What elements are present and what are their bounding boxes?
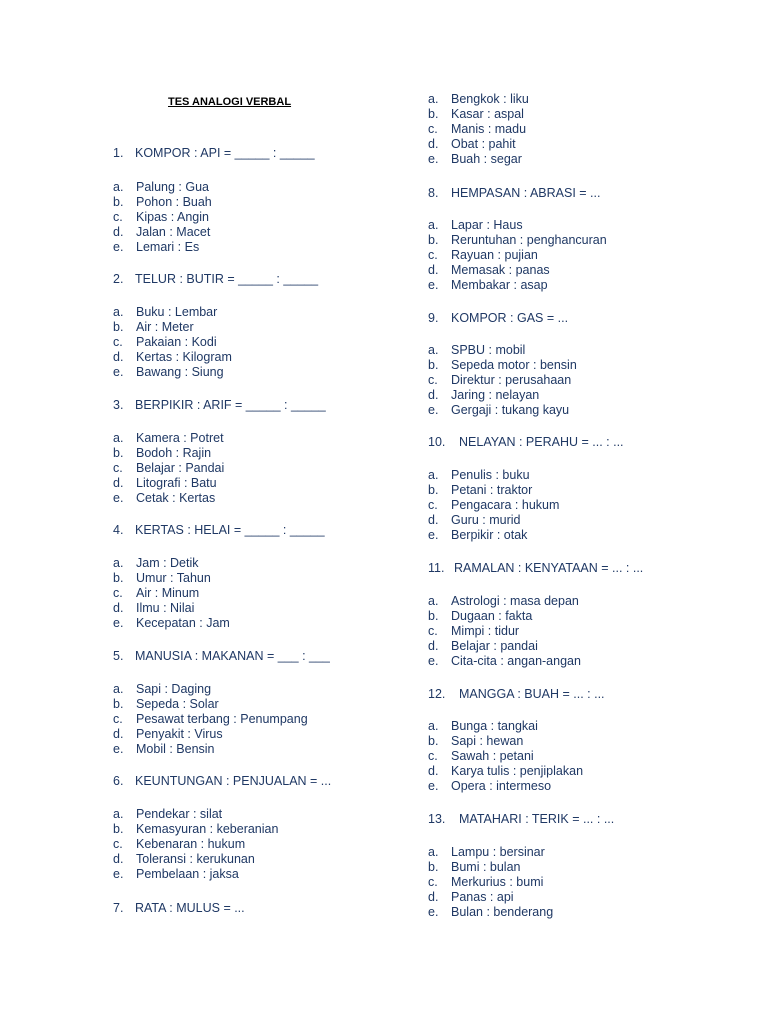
option-item (428, 513, 559, 528)
option-letter: a. (428, 594, 439, 608)
option-text: Jam : Detik (136, 556, 199, 570)
option-item (113, 852, 278, 867)
option-item (113, 350, 232, 365)
option-text: Berpikir : otak (451, 528, 528, 542)
option-text: Sapi : Daging (136, 682, 212, 696)
question-5 (113, 649, 330, 663)
option-text: Bawang : Siung (136, 365, 224, 379)
option-text: Belajar : pandai (451, 639, 538, 653)
question-2 (113, 272, 318, 286)
option-item (113, 210, 212, 225)
option-item (113, 682, 308, 697)
option-item (113, 305, 232, 320)
option-letter: c. (113, 586, 123, 600)
option-item (428, 137, 529, 152)
option-item (428, 890, 553, 905)
question-text: KERTAS : HELAI = _____ : _____ (135, 523, 325, 537)
option-item (113, 586, 230, 601)
option-letter: a. (428, 343, 439, 357)
option-text: Kamera : Potret (136, 431, 224, 445)
option-item (428, 749, 583, 764)
options-list-4 (113, 556, 230, 631)
options-list-12 (428, 719, 583, 794)
question-number: 13. (428, 812, 446, 826)
question-9 (428, 311, 568, 325)
question-text: KOMPOR : API = _____ : _____ (135, 146, 315, 160)
option-letter: c. (428, 373, 438, 387)
option-text: Bunga : tangkai (451, 719, 538, 733)
page-title: TES ANALOGI VERBAL (168, 96, 292, 108)
option-letter: c. (428, 248, 438, 262)
option-letter: a. (428, 468, 439, 482)
option-text: Air : Minum (136, 586, 200, 600)
option-item (428, 483, 559, 498)
option-item (428, 218, 607, 233)
option-letter: e. (428, 528, 439, 542)
option-text: Merkurius : bumi (451, 875, 544, 889)
option-item (113, 571, 230, 586)
option-letter: e. (428, 278, 439, 292)
option-letter: c. (113, 712, 123, 726)
option-item (113, 807, 278, 822)
option-letter: d. (113, 601, 124, 615)
option-item (428, 719, 583, 734)
option-text: Lemari : Es (136, 240, 200, 254)
option-text: Litografi : Batu (136, 476, 217, 490)
option-letter: a. (113, 807, 124, 821)
question-number: 2. (113, 272, 124, 286)
question-text: MANUSIA : MAKANAN = ___ : ___ (135, 649, 330, 663)
option-text: Karya tulis : penjiplakan (451, 764, 584, 778)
option-letter: b. (113, 822, 124, 836)
option-text: Sepeda motor : bensin (451, 358, 577, 372)
option-letter: e. (113, 867, 124, 881)
option-text: Belajar : Pandai (136, 461, 225, 475)
options-list-3 (113, 431, 224, 506)
options-list-1 (113, 180, 212, 255)
question-text: NELAYAN : PERAHU = ... : ... (459, 435, 624, 449)
options-list-9 (428, 343, 577, 418)
option-text: Pohon : Buah (136, 195, 212, 209)
option-letter: d. (428, 890, 439, 904)
option-text: SPBU : mobil (451, 343, 526, 357)
option-item (113, 240, 212, 255)
option-item (428, 278, 607, 293)
option-item (428, 343, 577, 358)
options-list-11 (428, 594, 581, 669)
option-item (428, 403, 577, 418)
option-text: Jalan : Macet (136, 225, 211, 239)
option-item (428, 779, 583, 794)
options-list-7 (428, 92, 529, 167)
option-text: Pendekar : silat (136, 807, 223, 821)
option-text: Toleransi : kerukunan (136, 852, 255, 866)
question-text: HEMPASAN : ABRASI = ... (451, 186, 601, 200)
question-6 (113, 774, 331, 788)
option-letter: a. (428, 845, 439, 859)
question-text: KEUNTUNGAN : PENJUALAN = ... (135, 774, 332, 788)
option-item (428, 860, 553, 875)
option-item (113, 697, 308, 712)
option-item (428, 498, 559, 513)
option-text: Petani : traktor (451, 483, 533, 497)
option-text: Kipas : Angin (136, 210, 209, 224)
option-text: Bengkok : liku (451, 92, 529, 106)
option-letter: a. (113, 682, 124, 696)
option-item (428, 609, 581, 624)
question-12 (428, 687, 605, 701)
option-letter: e. (428, 654, 439, 668)
option-item (113, 822, 278, 837)
option-item (428, 122, 529, 137)
option-text: Bulan : benderang (451, 905, 554, 919)
question-3 (113, 398, 326, 412)
option-item (113, 365, 232, 380)
option-letter: b. (113, 446, 124, 460)
option-text: Sawah : petani (451, 749, 534, 763)
option-letter: e. (428, 905, 439, 919)
question-11 (428, 561, 643, 575)
option-letter: b. (428, 734, 439, 748)
option-text: Reruntuhan : penghancuran (451, 233, 607, 247)
option-letter: d. (428, 137, 439, 151)
option-text: Sepeda : Solar (136, 697, 219, 711)
option-letter: a. (113, 180, 124, 194)
option-item (113, 461, 224, 476)
option-letter: e. (428, 779, 439, 793)
option-letter: d. (428, 513, 439, 527)
option-letter: b. (428, 609, 439, 623)
options-list-8 (428, 218, 607, 293)
question-4 (113, 523, 325, 537)
option-letter: d. (113, 852, 124, 866)
option-text: Sapi : hewan (451, 734, 524, 748)
option-item (113, 491, 224, 506)
question-text: KOMPOR : GAS = ... (451, 311, 569, 325)
option-item (428, 152, 529, 167)
option-letter: b. (113, 195, 124, 209)
question-number: 11. (428, 561, 445, 575)
option-item (113, 601, 230, 616)
question-text: MATAHARI : TERIK = ... : ... (459, 812, 615, 826)
option-letter: b. (113, 697, 124, 711)
option-letter: e. (113, 742, 124, 756)
option-item (113, 431, 224, 446)
option-item (428, 845, 553, 860)
option-letter: c. (428, 122, 438, 136)
option-letter: d. (428, 388, 439, 402)
option-letter: e. (113, 491, 124, 505)
question-text: MANGGA : BUAH = ... : ... (459, 687, 605, 701)
question-7 (113, 901, 245, 915)
option-text: Rayuan : pujian (451, 248, 538, 262)
option-text: Dugaan : fakta (451, 609, 533, 623)
option-item (113, 712, 308, 727)
option-letter: b. (113, 320, 124, 334)
option-text: Kebenaran : hukum (136, 837, 246, 851)
option-letter: b. (113, 571, 124, 585)
option-text: Guru : murid (451, 513, 521, 527)
question-text: TELUR : BUTIR = _____ : _____ (135, 272, 319, 286)
option-letter: b. (428, 233, 439, 247)
option-item (113, 320, 232, 335)
option-text: Buku : Lembar (136, 305, 218, 319)
question-number: 9. (428, 311, 439, 325)
option-text: Direktur : perusahaan (451, 373, 572, 387)
option-text: Memasak : panas (451, 263, 550, 277)
question-8 (428, 186, 600, 200)
option-letter: c. (113, 837, 123, 851)
option-item (428, 107, 529, 122)
option-item (428, 734, 583, 749)
question-number: 10. (428, 435, 446, 449)
option-item (113, 180, 212, 195)
option-text: Panas : api (451, 890, 514, 904)
option-item (113, 446, 224, 461)
option-letter: a. (113, 305, 124, 319)
option-item (428, 248, 607, 263)
option-text: Penyakit : Virus (136, 727, 223, 741)
option-letter: b. (428, 358, 439, 372)
option-letter: c. (113, 210, 123, 224)
option-letter: d. (113, 225, 124, 239)
option-text: Pakaian : Kodi (136, 335, 217, 349)
option-item (113, 742, 308, 757)
question-text: RAMALAN : KENYATAAN = ... : ... (454, 561, 644, 575)
option-letter: a. (113, 556, 124, 570)
option-text: Manis : madu (451, 122, 527, 136)
option-letter: c. (113, 335, 123, 349)
option-item (428, 764, 583, 779)
option-text: Cita-cita : angan-angan (451, 654, 581, 668)
option-item (428, 528, 559, 543)
option-letter: c. (428, 498, 438, 512)
option-text: Membakar : asap (451, 278, 548, 292)
question-number: 4. (113, 523, 124, 537)
options-list-6 (113, 807, 278, 882)
option-letter: d. (113, 476, 124, 490)
question-number: 7. (113, 901, 124, 915)
option-text: Palung : Gua (136, 180, 209, 194)
option-item (428, 639, 581, 654)
option-text: Opera : intermeso (451, 779, 552, 793)
option-text: Lapar : Haus (451, 218, 523, 232)
option-letter: e. (113, 616, 124, 630)
option-letter: c. (113, 461, 123, 475)
option-item (113, 335, 232, 350)
question-text: RATA : MULUS = ... (135, 901, 245, 915)
option-item (113, 556, 230, 571)
option-text: Ilmu : Nilai (136, 601, 195, 615)
option-text: Obat : pahit (451, 137, 516, 151)
option-item (428, 905, 553, 920)
option-item (428, 654, 581, 669)
option-letter: a. (428, 719, 439, 733)
option-text: Jaring : nelayan (451, 388, 540, 402)
option-item (113, 727, 308, 742)
option-item (113, 867, 278, 882)
option-letter: c. (428, 875, 438, 889)
option-text: Penulis : buku (451, 468, 530, 482)
option-item (113, 225, 212, 240)
question-number: 8. (428, 186, 439, 200)
option-item (428, 388, 577, 403)
option-item (113, 837, 278, 852)
option-text: Kertas : Kilogram (136, 350, 232, 364)
question-13 (428, 812, 614, 826)
option-text: Mobil : Bensin (136, 742, 215, 756)
option-item (428, 373, 577, 388)
option-letter: c. (428, 749, 438, 763)
question-number: 1. (113, 146, 124, 160)
option-text: Pengacara : hukum (451, 498, 560, 512)
option-item (428, 624, 581, 639)
option-item (428, 594, 581, 609)
option-letter: e. (428, 403, 439, 417)
option-letter: d. (428, 639, 439, 653)
option-letter: b. (428, 107, 439, 121)
option-text: Air : Meter (136, 320, 194, 334)
option-text: Pembelaan : jaksa (136, 867, 239, 881)
option-text: Mimpi : tidur (451, 624, 520, 638)
option-text: Pesawat terbang : Penumpang (136, 712, 308, 726)
option-item (428, 92, 529, 107)
option-item (113, 616, 230, 631)
question-10 (428, 435, 624, 449)
option-letter: b. (428, 483, 439, 497)
options-list-5 (113, 682, 308, 757)
question-number: 12. (428, 687, 446, 701)
option-text: Astrologi : masa depan (451, 594, 579, 608)
option-text: Kemasyuran : keberanian (136, 822, 279, 836)
option-item (428, 875, 553, 890)
option-text: Buah : segar (451, 152, 522, 166)
option-letter: d. (428, 764, 439, 778)
option-item (428, 468, 559, 483)
options-list-10 (428, 468, 559, 543)
question-text: BERPIKIR : ARIF = _____ : _____ (135, 398, 326, 412)
option-letter: a. (113, 431, 124, 445)
question-1 (113, 146, 315, 160)
options-list-2 (113, 305, 232, 380)
option-letter: c. (428, 624, 438, 638)
option-text: Bumi : bulan (451, 860, 521, 874)
option-letter: e. (113, 240, 124, 254)
option-item (113, 476, 224, 491)
option-letter: a. (428, 92, 439, 106)
option-letter: a. (428, 218, 439, 232)
option-item (428, 358, 577, 373)
option-item (428, 233, 607, 248)
question-number: 3. (113, 398, 124, 412)
option-text: Lampu : bersinar (451, 845, 545, 859)
question-number: 5. (113, 649, 124, 663)
option-letter: d. (428, 263, 439, 277)
option-item (113, 195, 212, 210)
option-text: Bodoh : Rajin (136, 446, 212, 460)
option-text: Umur : Tahun (136, 571, 211, 585)
option-letter: e. (428, 152, 439, 166)
option-letter: d. (113, 350, 124, 364)
option-text: Gergaji : tukang kayu (451, 403, 570, 417)
option-letter: e. (113, 365, 124, 379)
option-item (428, 263, 607, 278)
option-text: Kecepatan : Jam (136, 616, 230, 630)
options-list-13 (428, 845, 553, 920)
option-letter: b. (428, 860, 439, 874)
option-text: Kasar : aspal (451, 107, 524, 121)
option-text: Cetak : Kertas (136, 491, 216, 505)
question-number: 6. (113, 774, 124, 788)
option-letter: d. (113, 727, 124, 741)
